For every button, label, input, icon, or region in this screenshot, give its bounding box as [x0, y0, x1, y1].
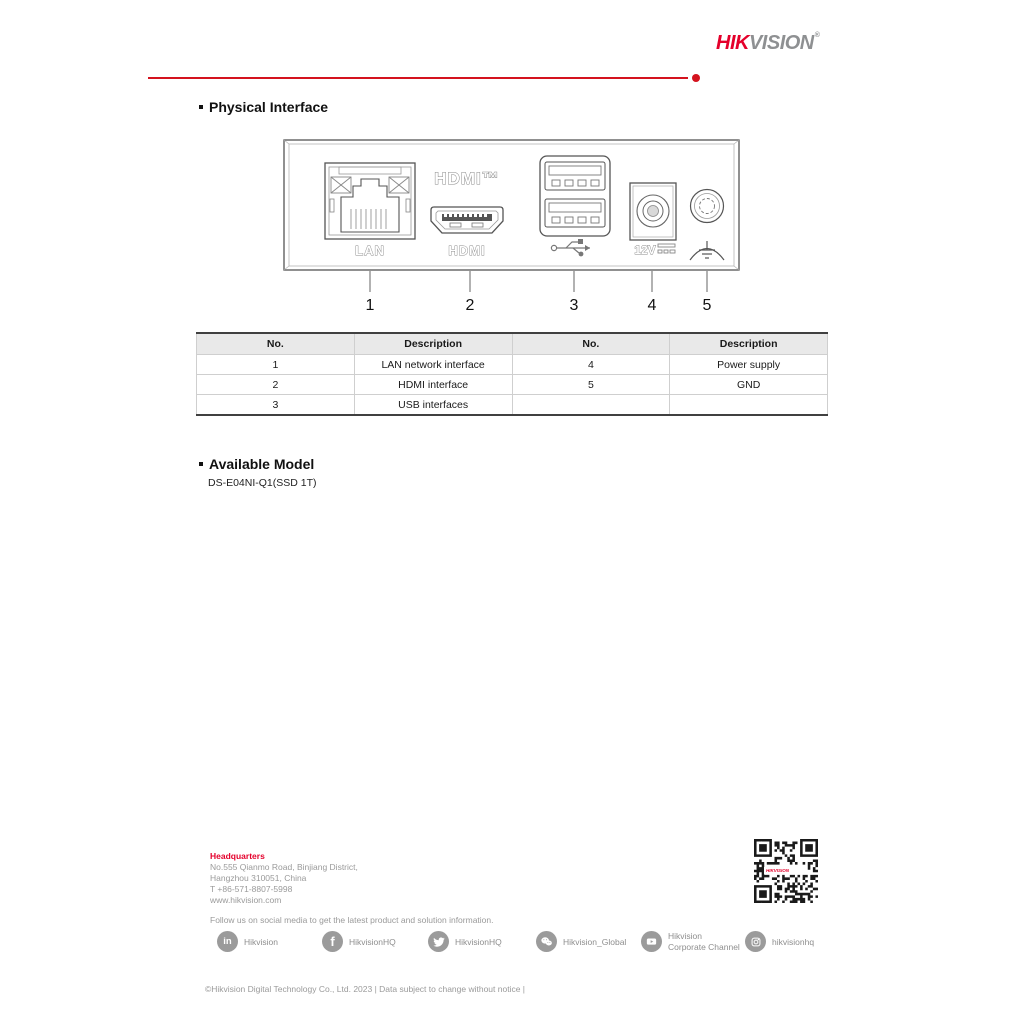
cell-no: 5	[512, 375, 670, 395]
hdmi-port-label: HDMI	[448, 243, 486, 258]
header-description-2: Description	[670, 333, 828, 355]
address-line: T +86-571-8807-5998	[210, 884, 293, 894]
physical-interface-title: Physical Interface	[209, 99, 329, 115]
cell-no	[512, 395, 670, 416]
power-jack	[630, 183, 676, 240]
registered-mark: ®	[814, 32, 820, 39]
square-bullet-icon	[199, 105, 203, 109]
callout-4: 4	[647, 297, 657, 314]
cell-no: 4	[512, 355, 670, 375]
square-bullet-icon	[199, 462, 203, 466]
callout-lines	[370, 271, 707, 292]
headquarters-label: Headquarters	[210, 851, 265, 861]
qr-code	[754, 839, 818, 903]
social-label: hikvisionhq	[772, 936, 815, 947]
section-title-physical-interface	[199, 99, 328, 115]
table-row	[197, 395, 828, 416]
social-youtube[interactable]	[641, 931, 740, 952]
cell-description: USB interfaces	[354, 395, 512, 416]
instagram-icon	[745, 931, 766, 952]
social-label	[668, 931, 740, 952]
rear-panel-diagram	[283, 139, 740, 315]
youtube-icon	[641, 931, 662, 952]
linkedin-icon: in	[217, 931, 238, 952]
follow-us-text: Follow us on social media to get the latest product and solution information.	[210, 915, 494, 925]
hikvision-logo	[716, 32, 819, 55]
social-wechat[interactable]	[536, 931, 626, 952]
callout-numbers	[366, 297, 712, 314]
social-label: HikvisionHQ	[455, 936, 502, 947]
table-row	[197, 375, 828, 395]
header-no-1: No.	[197, 333, 355, 355]
address-line: No.555 Qianmo Road, Binjiang District,	[210, 862, 358, 872]
lan-port	[325, 163, 415, 239]
available-model-title: Available Model	[209, 456, 315, 472]
social-label: Hikvision	[244, 936, 279, 947]
cell-description: HDMI interface	[354, 375, 512, 395]
social-label: Hikvision_Global	[563, 936, 627, 947]
hdmi-port	[431, 207, 503, 233]
header-divider-dot	[692, 74, 700, 82]
interface-table-container	[196, 332, 828, 416]
table-row	[197, 355, 828, 375]
header-divider-line	[148, 77, 688, 79]
hdmi-logo-text: HDMI™	[434, 169, 500, 188]
table-header-row	[197, 333, 828, 355]
power-label: 12V	[634, 243, 656, 257]
logo-hik-text: HIK	[716, 32, 749, 54]
twitter-icon	[428, 931, 449, 952]
facebook-icon: f	[322, 931, 343, 952]
social-label-line1: Hikvision	[668, 931, 703, 941]
model-number: DS-E04NI-Q1(SSD 1T)	[208, 477, 317, 489]
callout-1: 1	[365, 297, 375, 314]
address-line: Hangzhou 310051, China	[210, 873, 307, 883]
callout-3: 3	[569, 297, 579, 314]
social-label-line2: Corporate Channel	[668, 941, 740, 952]
usb-ports	[540, 156, 610, 236]
qr-center-logo: HIKVISION	[766, 868, 790, 873]
lan-port-label: LAN	[355, 243, 385, 258]
cell-no: 3	[197, 395, 355, 416]
cell-no: 1	[197, 355, 355, 375]
social-linkedin[interactable]	[217, 931, 278, 952]
cell-no: 2	[197, 375, 355, 395]
social-facebook[interactable]	[322, 931, 396, 952]
header-description-1: Description	[354, 333, 512, 355]
callout-5: 5	[702, 297, 712, 314]
cell-description: Power supply	[670, 355, 828, 375]
rear-panel-svg	[283, 139, 740, 315]
social-instagram[interactable]	[745, 931, 814, 952]
callout-2: 2	[465, 297, 475, 314]
cell-description: GND	[670, 375, 828, 395]
wechat-icon	[536, 931, 557, 952]
website-link[interactable]: www.hikvision.com	[210, 895, 282, 905]
headquarters-address	[210, 862, 358, 906]
social-twitter[interactable]	[428, 931, 502, 952]
cell-description	[670, 395, 828, 416]
header-no-2: No.	[512, 333, 670, 355]
logo-vision-text: VISION	[748, 32, 814, 54]
cell-description: LAN network interface	[354, 355, 512, 375]
interface-table	[196, 332, 828, 416]
section-title-available-model	[199, 456, 314, 472]
copyright-text: ©Hikvision Digital Technology Co., Ltd. 2023 | Data subject to change without notice |	[205, 984, 526, 994]
social-label: HikvisionHQ	[349, 936, 396, 947]
